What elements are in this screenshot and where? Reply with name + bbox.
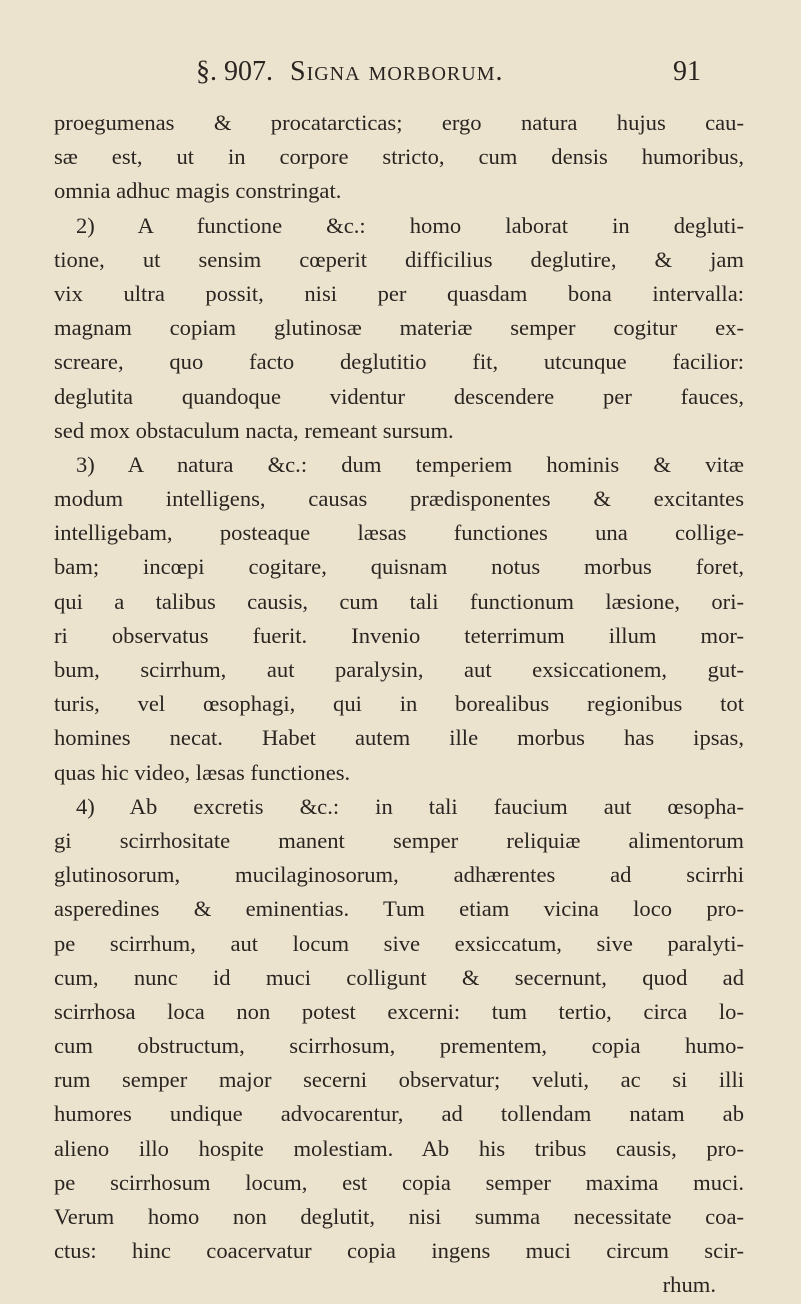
text-line: asperedines & eminentias. Tum etiam vicina loco pro- — [54, 896, 744, 922]
text-line: Verum homo non deglutit, nisi summa necessitate coa- — [54, 1204, 744, 1229]
text-line: 3) A natura &c.: dum temperiem hominis & vitæ — [76, 451, 744, 477]
text-line: alieno illo hospite molestiam. Ab his tribus causis, pro- — [54, 1135, 744, 1161]
running-header — [196, 56, 701, 102]
text-line: intelligebam, posteaque læsas functiones una collige- — [54, 520, 744, 546]
text-line: scirrhosa loca non potest excerni: tum tertio, circa lo- — [54, 998, 744, 1024]
text-line: tione, ut sensim cœperit difficilius deglutire, & jam — [54, 246, 744, 272]
text-line: rhum. — [662, 1272, 716, 1298]
text-line: vix ultra possit, nisi per quasdam bona intervalla: — [54, 280, 744, 306]
text-line: proegumenas & procatarcticas; ergo natura hujus cau- — [54, 110, 744, 135]
text-line: qui a talibus causis, cum tali functionum læsione, ori- — [54, 588, 744, 614]
text-line: pe scirrhosum locum, est copia semper maxima muci. — [54, 1169, 744, 1195]
text-line: bum, scirrhum, aut paralysin, aut exsiccationem, gut- — [54, 657, 744, 682]
text-line: rum semper major secerni observatur; veluti, ac si illi — [54, 1067, 744, 1093]
text-line: modum intelligens, causas prædisponentes & excitantes — [54, 486, 744, 512]
text-line: screare, quo facto deglutitio fit, utcunque facilior: — [54, 349, 744, 375]
text-line: homines necat. Habet autem ille morbus has ipsas, — [54, 725, 744, 751]
body-text — [54, 106, 744, 1303]
text-line: turis, vel œsophagi, qui in borealibus regionibus tot — [54, 691, 744, 717]
text-line: pe scirrhum, aut locum sive exsiccatum, sive paralyti- — [54, 930, 744, 956]
text-line: ri observatus fuerit. Invenio teterrimum illum mor- — [54, 622, 744, 648]
text-line: 4) Ab excretis &c.: in tali faucium aut œsopha- — [76, 793, 744, 819]
text-line: sed mox obstaculum nacta, remeant sursum. — [54, 417, 454, 443]
text-line: 2) A functione &c.: homo laborat in degluti- — [76, 212, 744, 238]
text-line: bam; incœpi cogitare, quisnam notus morbus foret, — [54, 554, 744, 580]
section-number: §. 907. — [196, 56, 273, 87]
text-line: glutinosorum, mucilaginosorum, adhærentes ad scirrhi — [54, 862, 744, 888]
text-line: omnia adhuc magis constringat. — [54, 178, 342, 204]
text-line: cum obstructum, scirrhosum, prementem, copia humo- — [54, 1033, 744, 1059]
text-line: sæ est, ut in corpore stricto, cum densis humoribus, — [54, 144, 744, 170]
text-line: magnam copiam glutinosæ materiæ semper cogitur ex- — [54, 315, 744, 341]
text-line: gi scirrhositate manent semper reliquiæ alimentorum — [54, 827, 744, 853]
text-line: quas hic video, læsas functiones. — [54, 759, 351, 785]
text-line: humores undique advocarentur, ad tollendam natam ab — [54, 1101, 744, 1127]
text-line: cum, nunc id muci colligunt & secernunt, quod ad — [54, 964, 744, 990]
page-number: 91 — [673, 56, 701, 87]
text-line: deglutita quandoque videntur descendere per fauces, — [54, 383, 744, 409]
running-title: Signa morborum. — [290, 56, 504, 87]
text-line: ctus: hinc coacervatur copia ingens muci circum scir- — [54, 1238, 744, 1264]
